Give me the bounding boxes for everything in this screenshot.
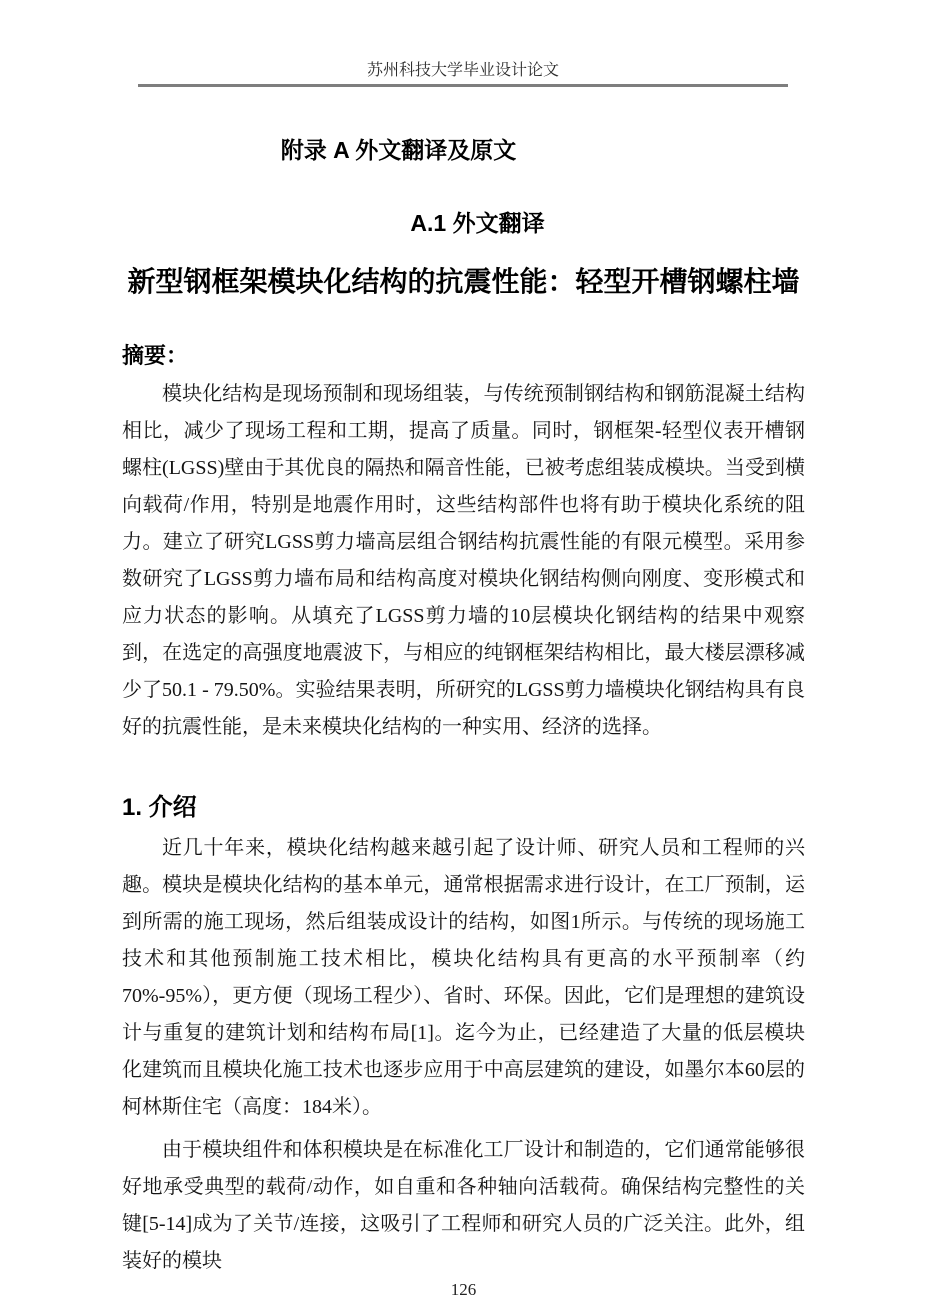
page-number: 126 (450, 1280, 477, 1299)
intro-section-heading: 1. 介绍 (122, 794, 197, 821)
appendix-heading: 附录 A 外文翻译及原文 (280, 137, 517, 163)
running-header: 苏州科技大学毕业设计论文 (366, 62, 559, 79)
appendix-subheading: A.1 外文翻译 (410, 210, 545, 236)
intro-paragraph-1: 近几十年来，模块化结构越来越引起了设计师、研究人员和工程师的兴趣。模块是模块化结构的基本单元，通常根据需求进行设计，在工厂预制，运到所需的施工现场，然后组装成设计的结构，如图1所示。与传统的现场施工技术和其他预制施工技术相比，模块化结构具有更高的水平预制率（约70%-95%），更方便（现场工程少）、省时、环保。因此，它们是理想的建筑设计与重复的建筑计划和结构布局[1]。迄今为止，已经建造了大量的低层模块化建筑而且模块化施工技术也逐步应用于中高层建筑的建设，如墨尔本60层的柯林斯住宅（高度：184米）。 (122, 837, 805, 1118)
paper-title: 新型钢框架模块化结构的抗震性能：轻型开槽钢螺柱墙 (127, 266, 800, 297)
header-rule (138, 84, 788, 87)
intro-paragraph-2: 由于模块组件和体积模块是在标准化工厂设计和制造的，它们通常能够很好地承受典型的载荷/动作，如自重和各种轴向活载荷。确保结构完整性的关键[5-14]成为了关节/连接，这吸引了工程师和研究人员的广泛关注。此外，组装好的模块 (122, 1139, 805, 1272)
page-content (122, 138, 805, 1300)
abstract-paragraph: 模块化结构是现场预制和现场组装，与传统预制钢结构和钢筋混凝土结构相比，减少了现场工程和工期，提高了质量。同时，钢框架-轻型仪表开槽钢螺柱(LGSS)壁由于其优良的隔热和隔音性能，已被考虑组装成模块。当受到横向载荷/作用，特别是地震作用时，这些结构部件也将有助于模块化系统的阻力。建立了研究LGSS剪力墙高层组合钢结构抗震性能的有限元模型。采用参数研究了LGSS剪力墙布局和结构高度对模块化钢结构侧向刚度、变形模式和应力状态的影响。从填充了LGSS剪力墙的10层模块化钢结构的结果中观察到，在选定的高强度地震波下，与相应的纯钢框架结构相比，最大楼层漂移减少了50.1 - 79.50%。实验结果表明，所研究的LGSS剪力墙模块化钢结构具有良好的抗震性能，是未来模块化结构的一种实用、经济的选择。 (122, 383, 805, 738)
abstract-label: 摘要： (122, 343, 189, 368)
